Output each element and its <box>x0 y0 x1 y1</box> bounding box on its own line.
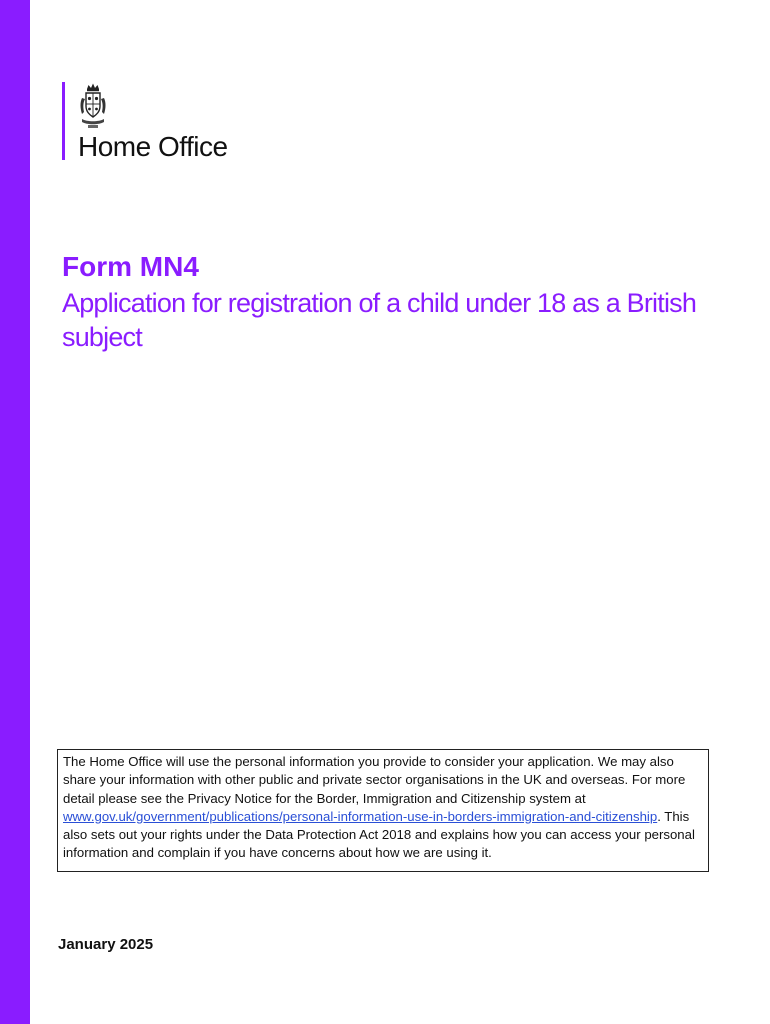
department-name: Home Office <box>78 131 228 162</box>
privacy-notice-box <box>57 749 709 872</box>
home-office-logo <box>62 82 282 162</box>
accent-side-bar <box>0 0 30 1024</box>
privacy-notice-text: The Home Office will use the personal information you provide to consider your application. We may also share your information with other public and private sector organisations in the UK and overseas. For more detail please see the Privacy Notice for the Border, Immigration and Citizenship system at <box>63 754 686 806</box>
logo-divider <box>62 82 65 160</box>
form-code: Form MN4 <box>62 251 199 282</box>
publication-date: January 2025 <box>58 936 154 953</box>
royal-coat-of-arms-icon <box>78 82 108 132</box>
form-title: Application for registration of a child under 18 as a British subject <box>62 288 697 352</box>
privacy-notice-text-continued: . This also sets out your rights under the Data Protection Act 2018 and explains how you can access your personal information and complain if you have concerns about how we are using it. <box>63 808 695 861</box>
privacy-notice-link[interactable]: www.gov.uk/government/publications/personal-information-use-in-borders-immigration-and-citizenship <box>63 808 658 824</box>
